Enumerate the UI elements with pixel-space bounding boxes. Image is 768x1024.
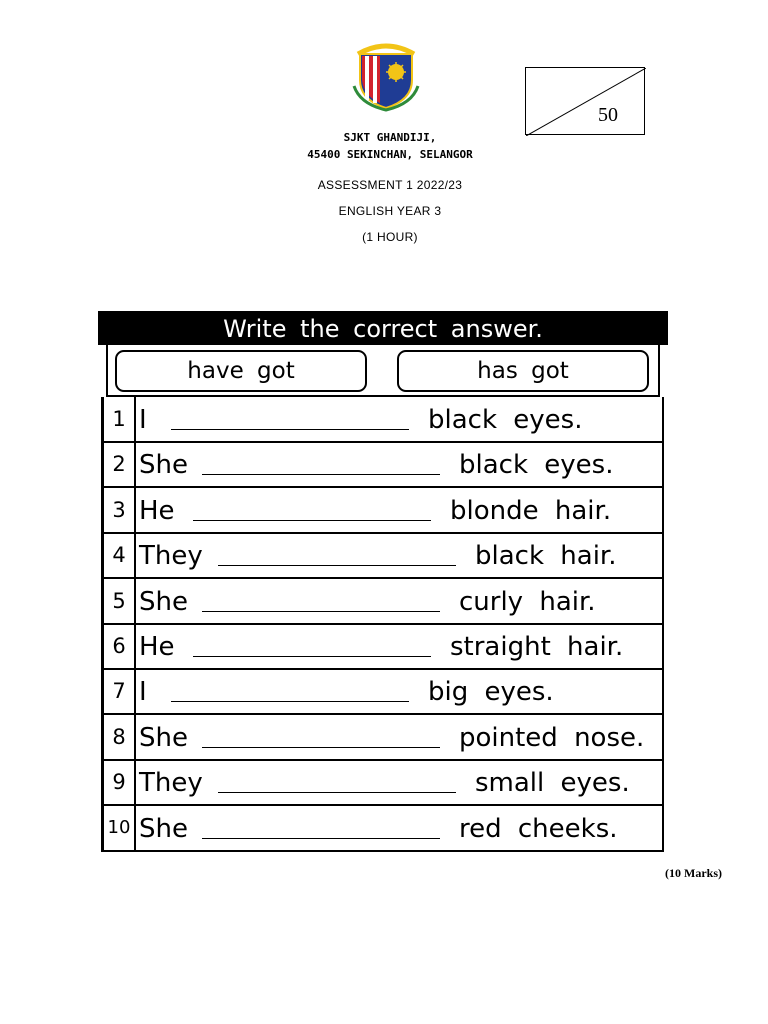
question-subject: They bbox=[139, 768, 203, 799]
school-name: SJKT GHANDIJI, bbox=[343, 131, 437, 144]
question-predicate: black eyes. bbox=[428, 405, 583, 435]
question-number: 5 bbox=[101, 579, 136, 625]
exercise-row bbox=[98, 488, 668, 534]
exercise-row bbox=[98, 533, 668, 579]
question-predicate: black hair. bbox=[475, 541, 617, 572]
question-predicate: small eyes. bbox=[475, 768, 630, 799]
question-subject: She bbox=[139, 813, 188, 844]
exercise-row bbox=[98, 669, 668, 715]
duration: (1 HOUR) bbox=[362, 230, 418, 244]
word-bank bbox=[106, 345, 660, 397]
subject-title: ENGLISH YEAR 3 bbox=[338, 204, 442, 218]
question-number: 6 bbox=[101, 624, 136, 670]
answer-blank[interactable] bbox=[171, 701, 409, 702]
exercise-row bbox=[98, 624, 668, 670]
question-number: 10 bbox=[101, 806, 136, 852]
school-address: 45400 SEKINCHAN, SELANGOR bbox=[307, 148, 473, 161]
score-box-diagonal bbox=[526, 68, 646, 136]
question-predicate: big eyes. bbox=[428, 677, 554, 708]
answer-blank[interactable] bbox=[193, 656, 431, 657]
exercise-row bbox=[98, 760, 668, 806]
marks-label: (10 Marks) bbox=[665, 866, 722, 880]
question-subject: I bbox=[139, 677, 147, 708]
question-number: 4 bbox=[101, 533, 136, 579]
exercise-row bbox=[98, 806, 668, 852]
question-subject: She bbox=[139, 722, 188, 753]
question-cell bbox=[136, 488, 664, 534]
exercise-row bbox=[98, 579, 668, 625]
question-cell bbox=[136, 533, 664, 579]
word-bank-option: has got bbox=[397, 350, 649, 392]
answer-blank[interactable] bbox=[202, 474, 440, 475]
question-subject: She bbox=[139, 450, 188, 481]
question-cell bbox=[136, 760, 664, 806]
question-predicate: curly hair. bbox=[459, 586, 596, 617]
question-predicate: straight hair. bbox=[450, 632, 624, 662]
question-number: 3 bbox=[101, 488, 136, 534]
question-predicate: red cheeks. bbox=[459, 813, 618, 844]
score-box bbox=[525, 67, 645, 135]
question-subject: He bbox=[139, 632, 175, 662]
answer-blank[interactable] bbox=[202, 747, 440, 748]
school-crest-logo bbox=[350, 40, 422, 112]
question-cell bbox=[136, 669, 664, 715]
answer-blank[interactable] bbox=[218, 565, 456, 566]
question-predicate: black eyes. bbox=[459, 450, 614, 481]
word-bank-option: have got bbox=[115, 350, 367, 392]
exercise-row bbox=[98, 397, 668, 443]
question-subject: She bbox=[139, 586, 188, 617]
question-cell bbox=[136, 715, 664, 761]
question-number: 8 bbox=[101, 715, 136, 761]
answer-blank[interactable] bbox=[218, 792, 456, 793]
question-subject: He bbox=[139, 495, 175, 526]
question-number: 1 bbox=[101, 397, 136, 443]
question-number: 7 bbox=[101, 669, 136, 715]
exercise-sheet bbox=[98, 311, 668, 856]
question-subject: They bbox=[139, 541, 203, 572]
question-cell bbox=[136, 579, 664, 625]
assessment-title: ASSESSMENT 1 2022/23 bbox=[317, 178, 463, 192]
question-cell bbox=[136, 397, 664, 443]
exercise-row bbox=[98, 442, 668, 488]
question-number: 2 bbox=[101, 442, 136, 488]
question-number: 9 bbox=[101, 760, 136, 806]
exercise-row bbox=[98, 715, 668, 761]
instruction-banner: Write the correct answer. bbox=[98, 311, 668, 345]
answer-blank[interactable] bbox=[171, 429, 409, 430]
question-cell bbox=[136, 624, 664, 670]
question-cell bbox=[136, 442, 664, 488]
question-predicate: blonde hair. bbox=[450, 495, 612, 526]
question-cell bbox=[136, 806, 664, 852]
question-subject: I bbox=[139, 405, 147, 435]
answer-blank[interactable] bbox=[193, 520, 431, 521]
score-total: 50 bbox=[598, 104, 618, 126]
question-predicate: pointed nose. bbox=[459, 722, 645, 753]
answer-blank[interactable] bbox=[202, 611, 440, 612]
answer-blank[interactable] bbox=[202, 838, 440, 839]
